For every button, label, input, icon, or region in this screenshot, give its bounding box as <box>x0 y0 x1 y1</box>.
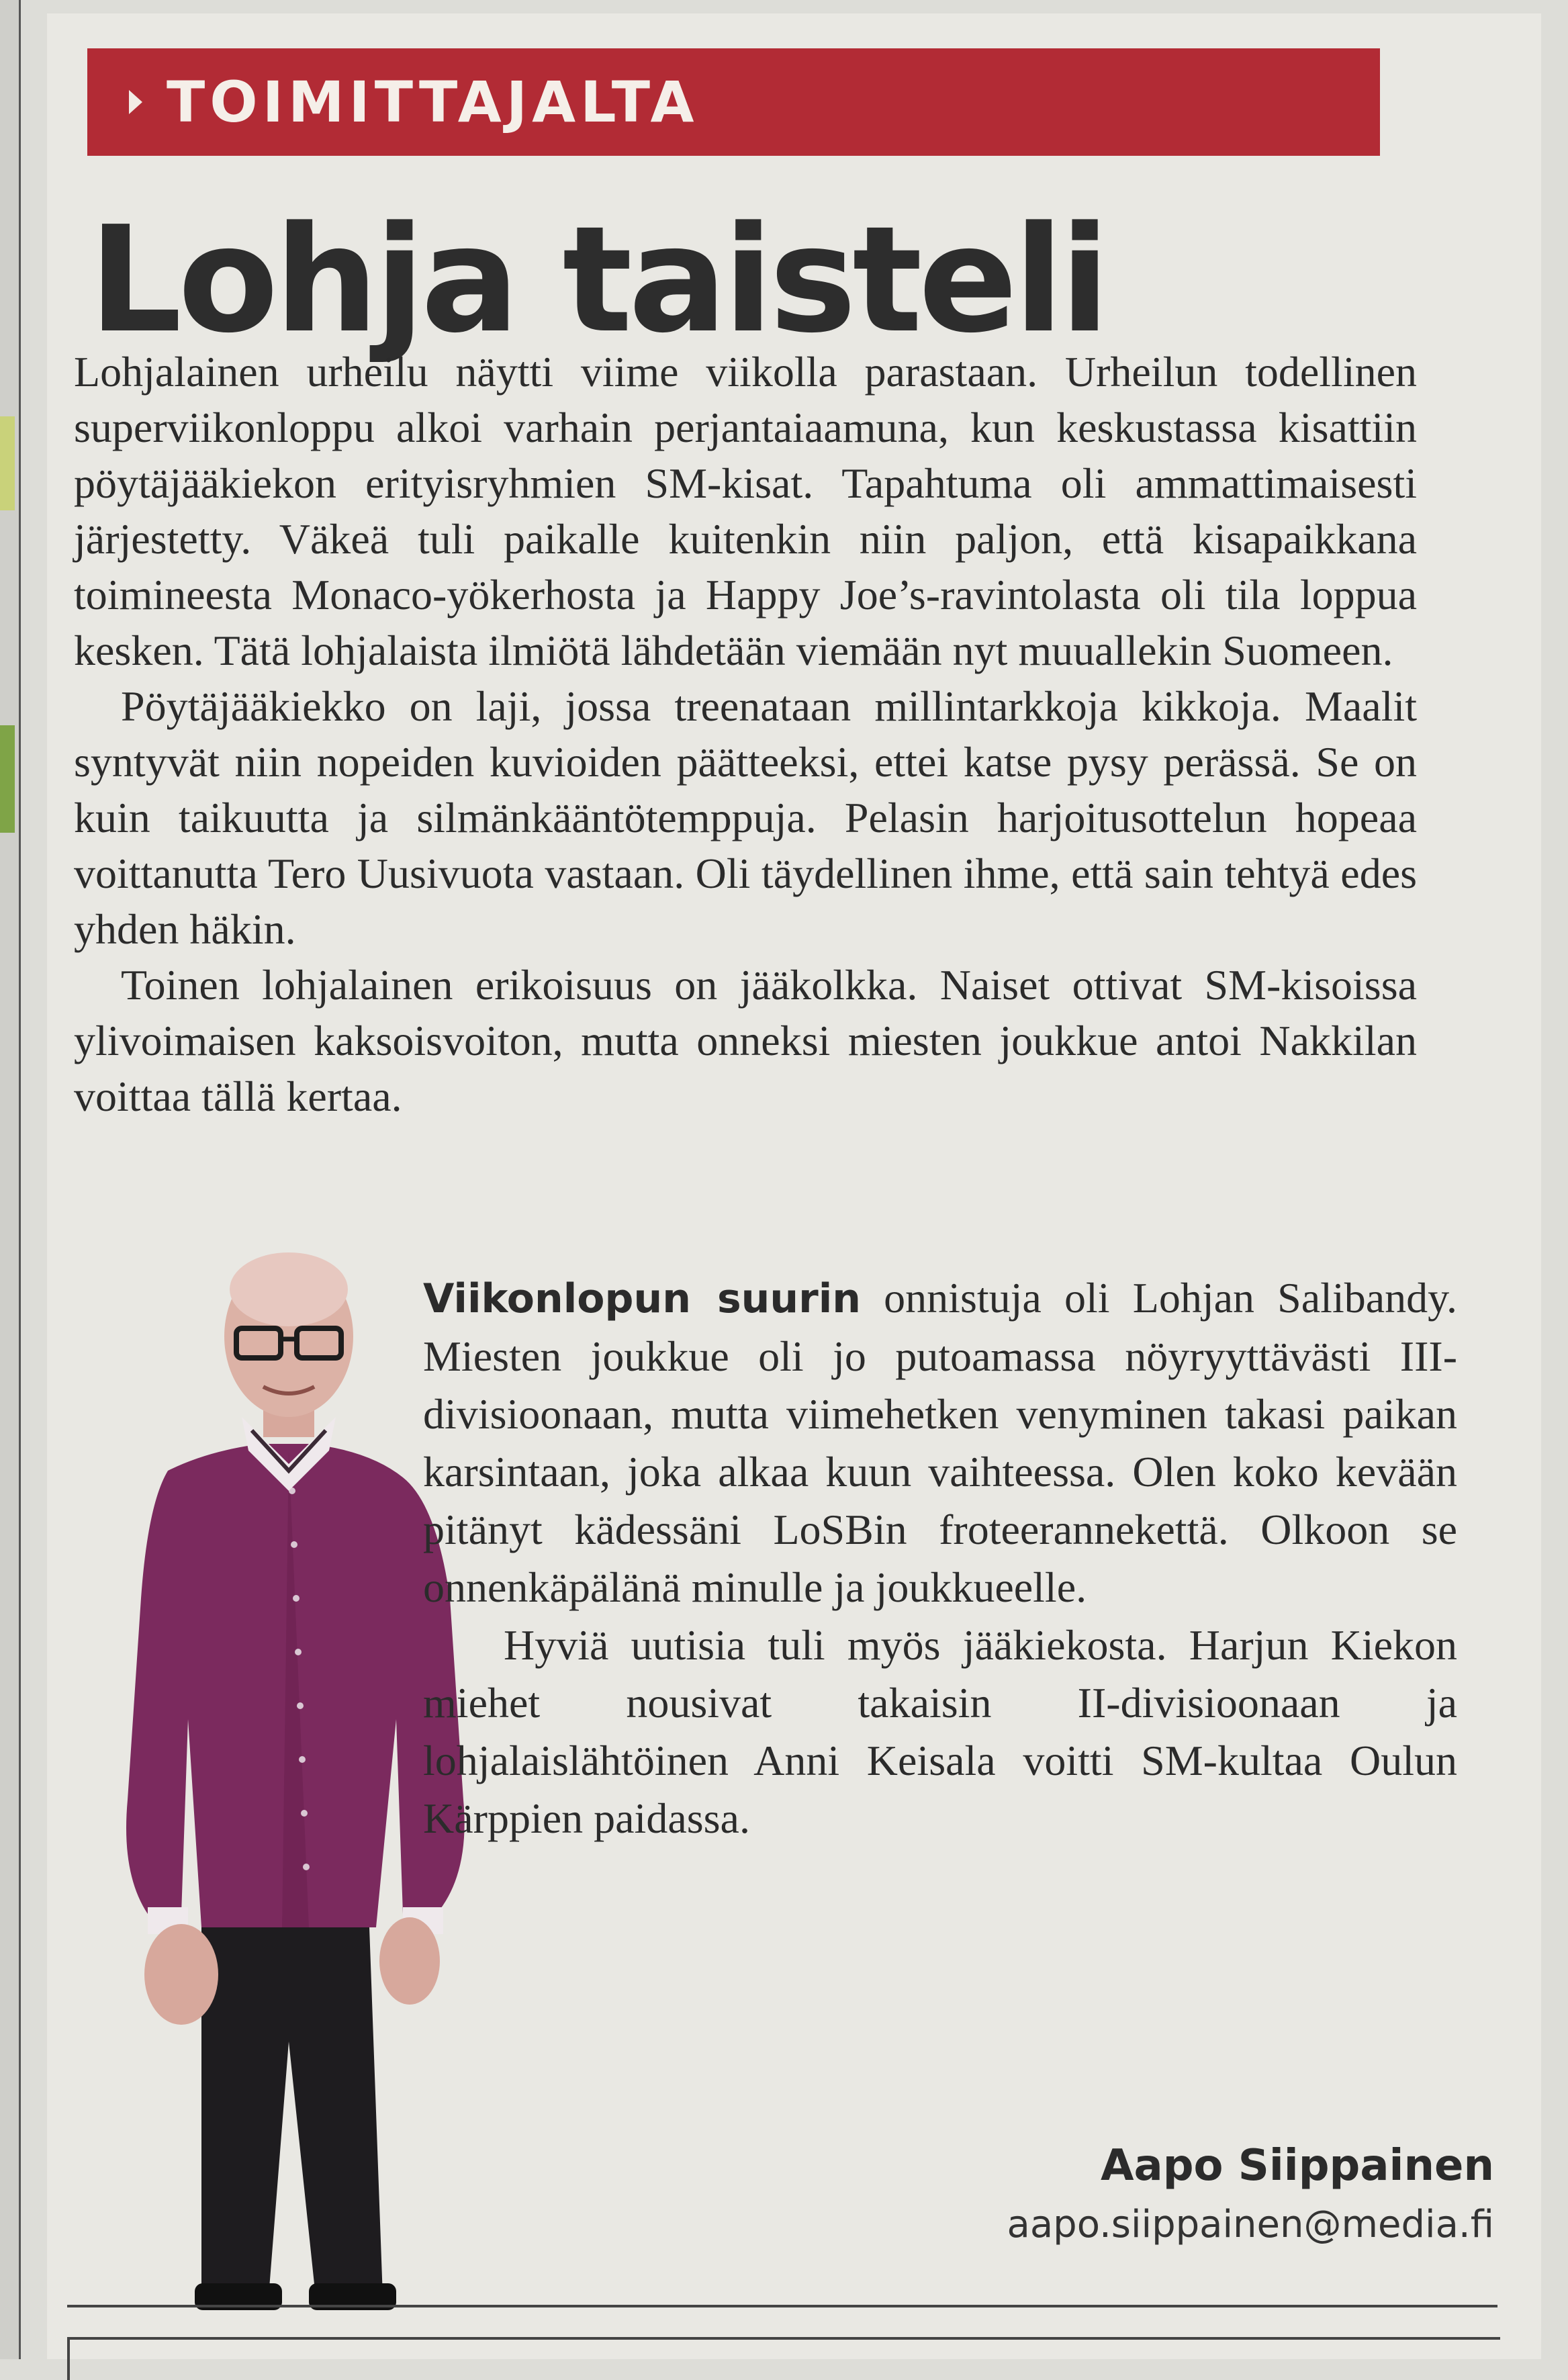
adjacent-page-color-tab <box>0 725 15 833</box>
column-paragraph <box>423 1269 1457 1616</box>
triangle-bullet-icon <box>129 90 142 114</box>
next-article-frame <box>67 2337 1500 2380</box>
article-headline: Lohja taisteli <box>89 195 1106 365</box>
adjacent-page-color-tab <box>0 416 15 510</box>
body-paragraph: Pöytäjääkiekko on laji, jossa treenataan millintarkkoja kikkoja. Maalit syntyvät niin nopeiden kuvioiden päätteeksi, ettei katse pysy perässä. Se on kuin taikuutta ja silmänkääntötemppuja. Pelasin harjoitusottelun hopeaa voittanutta Tero Uusivuota vastaan. Oli täydellinen ihme, että sain tehtyä edes yhden häkin. <box>74 682 1417 953</box>
column-lead-in: Viikonlopun suurin <box>423 1275 861 1322</box>
column-paragraph-text: onnistuja oli Lohjan Salibandy. Miesten joukkue oli jo putoamassa nöyryyttävästi III-divisioonaan, mutta viimehetken venyminen takasi paikan karsintaan, joka alkaa kuun vaihteessa. Olen koko kevään pitänyt kädessäni LoSBin froteerannekettä. Olkoon se onnenkäpälänä minulle ja joukkueelle. <box>423 1274 1457 1611</box>
section-header-bar <box>87 48 1380 156</box>
author-signature <box>1007 2136 1494 2254</box>
section-label: TOIMITTAJALTA <box>167 69 699 135</box>
article-body <box>74 344 1417 1124</box>
author-name: Aapo Siippainen <box>1100 2141 1494 2191</box>
body-paragraph: Lohjalainen urheilu näytti viime viikolla parastaan. Urheilun todellinen superviikonloppu alkoi varhain perjantaiaamuna, kun keskustassa kisattiin pöytäjääkiekon erityisryhmien SM-kisat. Tapahtuma oli ammattimaisesti järjestetty. Väkeä tuli paikalle kuitenkin niin paljon, että kisapaikkana toimineesta Monaco-yökerhosta ja Happy Joe’s-ravintolasta oli tila loppua kesken. Tätä lohjalaista ilmiötä lähdetään viemään nyt muuallekin Suomeen. <box>74 348 1417 674</box>
adjacent-page-edge <box>0 0 21 2359</box>
column-paragraph: Hyviä uutisia tuli myös jääkiekosta. Harjun Kiekon miehet nousivat takaisin II-divisioonaan ja lohjalaislähtöinen Anni Keisala voitti SM-kultaa Oulun Kärppien paidassa. <box>423 1621 1457 1842</box>
author-email: aapo.siippainen@media.fi <box>1007 2203 1494 2246</box>
column-text <box>423 1269 1457 1847</box>
body-paragraph: Toinen lohjalainen erikoisuus on jääkolkka. Naiset ottivat SM-kisoissa ylivoimaisen kaksoisvoiton, mutta onneksi miesten joukkue antoi Nakkilan voittaa tällä kertaa. <box>74 961 1417 1120</box>
divider <box>67 2305 1497 2307</box>
